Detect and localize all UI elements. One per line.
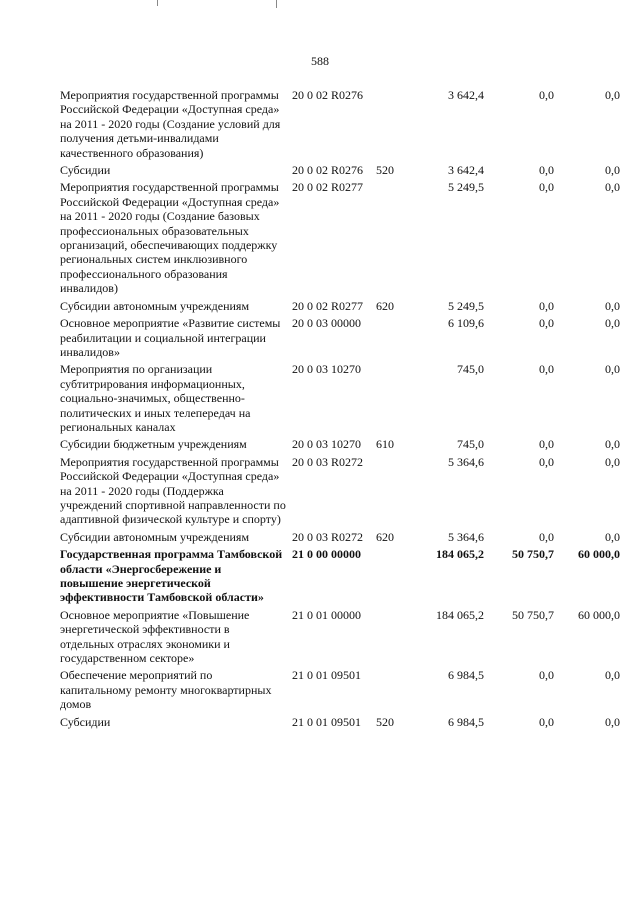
row-value-1: 745,0 bbox=[457, 437, 484, 452]
row-name: Субсидии автономным учреждениям bbox=[60, 298, 250, 313]
row-code: 20 0 03 R0272 bbox=[292, 529, 364, 544]
row-expense-type bbox=[376, 362, 404, 437]
row-value-2: 0,0 bbox=[539, 529, 554, 544]
table-row bbox=[60, 362, 620, 437]
row-name: Субсидии bbox=[60, 714, 111, 729]
row-value-2: 0,0 bbox=[539, 714, 554, 729]
row-code: 20 0 02 R0277 bbox=[292, 298, 364, 313]
table-row bbox=[60, 316, 620, 362]
row-value-3: 0,0 bbox=[605, 437, 620, 452]
row-value-1: 5 364,6 bbox=[448, 529, 484, 544]
row-name: Мероприятия государственной программы Российской Федерации «Доступная среда» на 2011 - 2020 годы (Создание базовых профессиональных образовательных организаций, обеспечивающих поддержку региональных систем инклюзивного профессионального образования инвалидов) bbox=[60, 180, 280, 296]
row-value-3: 0,0 bbox=[605, 714, 620, 729]
row-value-3: 0,0 bbox=[605, 163, 620, 178]
row-code: 20 0 03 10270 bbox=[292, 437, 361, 452]
table-row bbox=[60, 455, 620, 530]
row-value-2: 0,0 bbox=[539, 298, 554, 313]
table-row bbox=[60, 547, 620, 608]
table-row bbox=[60, 437, 620, 454]
row-code: 20 0 02 R0276 bbox=[292, 163, 364, 178]
table-row bbox=[60, 88, 620, 163]
row-value-1: 5 364,6 bbox=[448, 454, 484, 469]
row-code: 21 0 01 09501 bbox=[292, 714, 361, 729]
row-name: Основное мероприятие «Повышение энергетической эффективности в отдельных отраслях экономики и государственном секторе» bbox=[60, 607, 250, 666]
row-code: 20 0 03 10270 bbox=[292, 362, 361, 377]
row-name: Мероприятия государственной программы Российской Федерации «Доступная среда» на 2011 - 2020 годы (Поддержка учреждений спортивной направленности по адаптивной физической культуре и спорту) bbox=[60, 454, 286, 527]
row-value-1: 745,0 bbox=[457, 362, 484, 377]
row-value-3: 0,0 bbox=[605, 316, 620, 331]
row-expense-type bbox=[376, 316, 404, 362]
row-value-2: 0,0 bbox=[539, 668, 554, 683]
table-row bbox=[60, 299, 620, 316]
row-expense-type: 520 bbox=[376, 163, 394, 178]
row-name: Государственная программа Тамбовской области «Энергосбережение и повышение энергетической эффективности Тамбовской области» bbox=[60, 547, 283, 605]
row-name: Субсидии автономным учреждениям bbox=[60, 529, 250, 544]
row-value-3: 0,0 bbox=[605, 88, 620, 102]
row-name: Основное мероприятие «Развитие системы реабилитации и социальной интеграции инвалидов» bbox=[60, 316, 281, 359]
row-name: Субсидии бюджетным учреждениям bbox=[60, 437, 247, 452]
row-expense-type bbox=[376, 668, 404, 714]
row-code: 20 0 03 00000 bbox=[292, 316, 361, 331]
row-code: 20 0 03 R0272 bbox=[292, 454, 364, 469]
row-value-1: 3 642,4 bbox=[448, 88, 484, 102]
row-expense-type bbox=[376, 547, 404, 608]
row-value-3: 0,0 bbox=[605, 529, 620, 544]
row-value-2: 0,0 bbox=[539, 316, 554, 331]
row-value-1: 6 984,5 bbox=[448, 668, 484, 683]
budget-table bbox=[60, 88, 620, 732]
row-expense-type bbox=[376, 88, 404, 163]
scan-mark bbox=[157, 0, 158, 6]
table-row bbox=[60, 180, 620, 298]
row-value-3: 60 000,0 bbox=[578, 547, 620, 562]
row-expense-type: 620 bbox=[376, 298, 394, 313]
row-value-3: 60 000,0 bbox=[578, 607, 620, 622]
row-value-3: 0,0 bbox=[605, 454, 620, 469]
row-expense-type: 610 bbox=[376, 437, 394, 452]
row-value-1: 184 065,2 bbox=[436, 547, 484, 562]
row-value-2: 50 750,7 bbox=[512, 547, 554, 562]
row-name: Мероприятия по организации субтитрирования информационных, социально-значимых, общественно-политических и иных телепередач на региональных каналах bbox=[60, 362, 251, 434]
row-code: 21 0 00 00000 bbox=[292, 547, 361, 562]
row-value-1: 6 109,6 bbox=[448, 316, 484, 331]
row-value-2: 50 750,7 bbox=[512, 607, 554, 622]
table-row bbox=[60, 163, 620, 180]
row-expense-type: 620 bbox=[376, 529, 394, 544]
row-expense-type: 520 bbox=[376, 714, 394, 729]
table-row bbox=[60, 608, 620, 669]
row-value-2: 0,0 bbox=[539, 454, 554, 469]
row-value-2: 0,0 bbox=[539, 180, 554, 195]
row-value-1: 6 984,5 bbox=[448, 714, 484, 729]
scan-mark bbox=[276, 0, 277, 8]
row-value-2: 0,0 bbox=[539, 88, 554, 102]
row-code: 20 0 02 R0276 bbox=[292, 88, 364, 102]
row-value-3: 0,0 bbox=[605, 180, 620, 195]
table-body bbox=[60, 88, 620, 732]
row-value-1: 5 249,5 bbox=[448, 298, 484, 313]
row-value-3: 0,0 bbox=[605, 298, 620, 313]
row-expense-type bbox=[376, 608, 404, 669]
row-value-1: 184 065,2 bbox=[436, 607, 484, 622]
row-code: 21 0 01 00000 bbox=[292, 607, 361, 622]
row-value-3: 0,0 bbox=[605, 668, 620, 683]
row-value-2: 0,0 bbox=[539, 163, 554, 178]
row-name: Мероприятия государственной программы Российской Федерации «Доступная среда» на 2011 - 2020 годы (Создание условий для получения детьми-инвалидами качественного образования) bbox=[60, 88, 281, 160]
row-value-1: 5 249,5 bbox=[448, 180, 484, 195]
row-value-2: 0,0 bbox=[539, 437, 554, 452]
table-row bbox=[60, 668, 620, 714]
row-expense-type bbox=[376, 180, 404, 298]
row-code: 21 0 01 09501 bbox=[292, 668, 361, 683]
row-name: Обеспечение мероприятий по капитальному ремонту многоквартирных домов bbox=[60, 668, 272, 712]
row-value-3: 0,0 bbox=[605, 362, 620, 377]
row-value-1: 3 642,4 bbox=[448, 163, 484, 178]
row-name: Субсидии bbox=[60, 163, 111, 178]
page-number: 588 bbox=[311, 54, 329, 68]
row-expense-type bbox=[376, 455, 404, 530]
row-code: 20 0 02 R0277 bbox=[292, 180, 364, 195]
table-row bbox=[60, 715, 620, 732]
table-row bbox=[60, 530, 620, 547]
row-value-2: 0,0 bbox=[539, 362, 554, 377]
